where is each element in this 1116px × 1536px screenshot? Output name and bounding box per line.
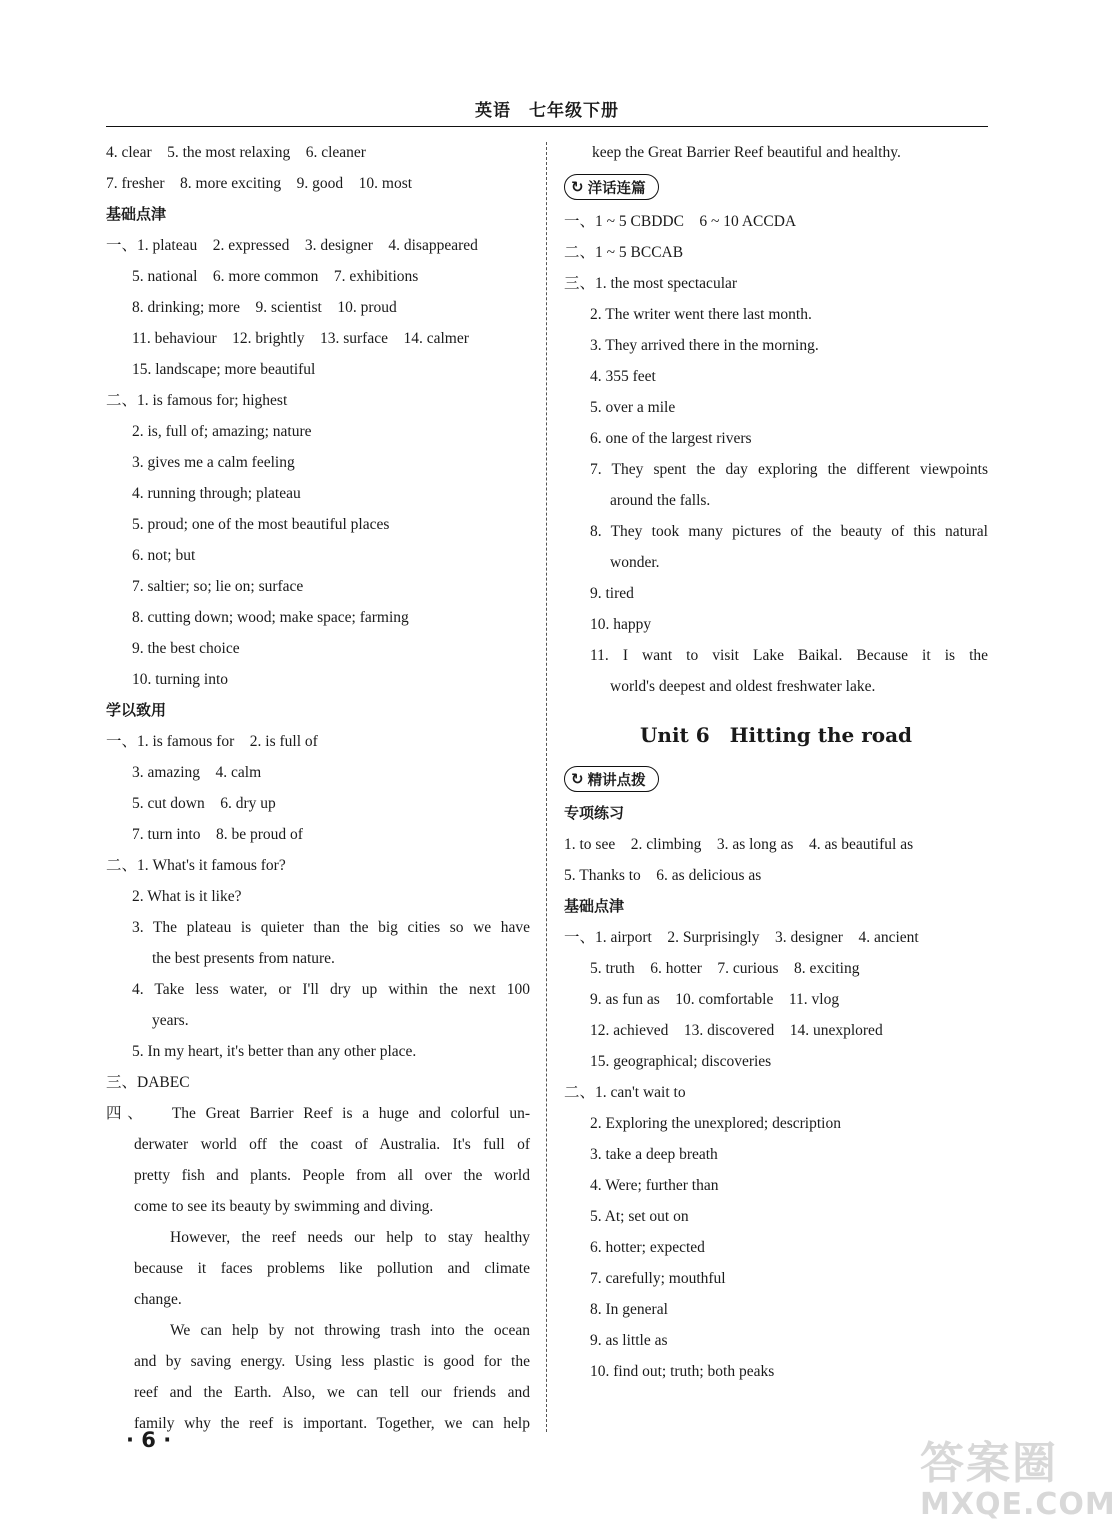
section-heading: 专项练习 bbox=[564, 804, 625, 822]
watermark-line2: MXQE.COM bbox=[920, 1487, 1116, 1522]
answer-line: because it faces problems like pollution and climate bbox=[134, 1260, 530, 1277]
answer-line: years. bbox=[152, 1012, 189, 1029]
answer-line: 6. not; but bbox=[132, 547, 196, 564]
answer-line: 5. cut down 6. dry up bbox=[132, 795, 276, 812]
header-rule bbox=[106, 126, 988, 127]
answer-line: 3. amazing 4. calm bbox=[132, 764, 262, 781]
answer-line: 一、1. airport 2. Surprisingly 3. designer 4. ancient bbox=[564, 929, 919, 946]
answer-line: 5. truth 6. hotter 7. curious 8. exciting bbox=[590, 960, 860, 977]
answer-line: 5. over a mile bbox=[590, 399, 676, 416]
section-heading: 基础点津 bbox=[564, 897, 625, 915]
answer-line: 10. find out; truth; both peaks bbox=[590, 1363, 775, 1380]
section-banner bbox=[564, 168, 988, 206]
column-divider bbox=[546, 142, 547, 1432]
answer-line: and by saving energy. Using less plastic is good for the bbox=[134, 1353, 530, 1370]
section-heading: 基础点津 bbox=[106, 205, 167, 223]
left-column bbox=[106, 137, 530, 1439]
answer-line: 3. They arrived there in the morning. bbox=[590, 337, 819, 354]
right-column bbox=[564, 137, 988, 1387]
swirl-icon: ↻ bbox=[571, 770, 584, 788]
answer-line: 2. Exploring the unexplored; description bbox=[590, 1115, 841, 1132]
answer-line: However, the reef needs our help to stay healthy bbox=[170, 1229, 530, 1246]
answer-line: 15. landscape; more beautiful bbox=[132, 361, 316, 378]
answer-line: 2. What is it like? bbox=[132, 888, 242, 905]
answer-line: 3. The plateau is quieter than the big cities so we have bbox=[132, 919, 530, 936]
answer-line: wonder. bbox=[610, 554, 660, 571]
answer-line: 二、1. is famous for; highest bbox=[106, 392, 288, 409]
answer-line: 8. In general bbox=[590, 1301, 668, 1318]
answer-line: 四、 The Great Barrier Reef is a huge and colorful un- bbox=[106, 1105, 530, 1122]
watermark bbox=[920, 1438, 1116, 1530]
answer-line: 2. is, full of; amazing; nature bbox=[132, 423, 312, 440]
answer-line: 7. carefully; mouthful bbox=[590, 1270, 726, 1287]
answer-line: 9. as little as bbox=[590, 1332, 668, 1349]
answer-line: 5. national 6. more common 7. exhibitions bbox=[132, 268, 419, 285]
answer-line: 6. hotter; expected bbox=[590, 1239, 705, 1256]
answer-line: reef and the Earth. Also, we can tell our friends and bbox=[134, 1384, 530, 1401]
answer-line: come to see its beauty by swimming and diving. bbox=[134, 1198, 434, 1215]
answer-line: 10. turning into bbox=[132, 671, 229, 688]
answer-line: 7. They spent the day exploring the different viewpoints bbox=[590, 461, 988, 478]
answer-line: 11. behaviour 12. brightly 13. surface 14. calmer bbox=[132, 330, 469, 347]
answer-line: 2. The writer went there last month. bbox=[590, 306, 812, 323]
answer-line: We can help by not throwing trash into the ocean bbox=[170, 1322, 530, 1339]
answer-line: 5. Thanks to 6. as delicious as bbox=[564, 867, 762, 884]
answer-line: 二、1. can't wait to bbox=[564, 1084, 686, 1101]
section-badge-label: 精讲点拨 bbox=[587, 772, 646, 789]
answer-line: 7. saltier; so; lie on; surface bbox=[132, 578, 304, 595]
answer-line: 5. At; set out on bbox=[590, 1208, 689, 1225]
section-heading: 学以致用 bbox=[106, 701, 167, 719]
answer-line: derwater world off the coast of Australia. It's full of bbox=[134, 1136, 530, 1153]
answer-line: 三、DABEC bbox=[106, 1074, 190, 1091]
answer-line: 8. drinking; more 9. scientist 10. proud bbox=[132, 299, 397, 316]
answer-line: 15. geographical; discoveries bbox=[590, 1053, 772, 1070]
swirl-icon: ↻ bbox=[571, 178, 584, 196]
section-badge-label: 洋话连篇 bbox=[587, 180, 646, 197]
answer-line: 三、1. the most spectacular bbox=[564, 275, 738, 292]
answer-line: 5. proud; one of the most beautiful places bbox=[132, 516, 390, 533]
answer-line: 4. Take less water, or I'll dry up within the next 100 bbox=[132, 981, 530, 998]
answer-line: pretty fish and plants. People from all over the world bbox=[134, 1167, 530, 1184]
answer-line: 9. the best choice bbox=[132, 640, 240, 657]
answer-line: 二、1 ~ 5 BCCAB bbox=[564, 244, 684, 261]
answer-line: 7. fresher 8. more exciting 9. good 10. most bbox=[106, 175, 413, 192]
page-header: 英语 七年级下册 bbox=[475, 101, 619, 121]
answer-line: 8. They took many pictures of the beauty of this natural bbox=[590, 523, 988, 540]
answer-line: the best presents from nature. bbox=[152, 950, 335, 967]
unit-title: Unit 6 Hitting the road bbox=[639, 723, 913, 747]
answer-line: 1. to see 2. climbing 3. as long as 4. as beautiful as bbox=[564, 836, 914, 853]
answer-line: 4. 355 feet bbox=[590, 368, 656, 385]
page-number: · 6 · bbox=[126, 1428, 172, 1452]
section-badge bbox=[564, 766, 659, 792]
answer-line: 3. take a deep breath bbox=[590, 1146, 718, 1163]
answer-line: 4. running through; plateau bbox=[132, 485, 301, 502]
answer-line: 4. Were; further than bbox=[590, 1177, 719, 1194]
answer-line: 12. achieved 13. discovered 14. unexplored bbox=[590, 1022, 883, 1039]
section-badge bbox=[564, 174, 659, 200]
answer-line: family why the reef is important. Together, we can help bbox=[134, 1415, 530, 1432]
answer-line: 6. one of the largest rivers bbox=[590, 430, 752, 447]
answer-line: 8. cutting down; wood; make space; farming bbox=[132, 609, 409, 626]
answer-line: 一、1. is famous for 2. is full of bbox=[106, 733, 318, 750]
answer-line: 4. clear 5. the most relaxing 6. cleaner bbox=[106, 144, 366, 161]
watermark-line1: 答案圈 bbox=[920, 1438, 1058, 1489]
answer-line: world's deepest and oldest freshwater lake. bbox=[610, 678, 876, 695]
answer-line: keep the Great Barrier Reef beautiful and healthy. bbox=[592, 144, 901, 161]
answer-line: 二、1. What's it famous for? bbox=[106, 857, 286, 874]
answer-line: 3. gives me a calm feeling bbox=[132, 454, 295, 471]
answer-line: around the falls. bbox=[610, 492, 711, 509]
answer-line: 5. In my heart, it's better than any other place. bbox=[132, 1043, 417, 1060]
answer-line: 一、1 ~ 5 CBDDC 6 ~ 10 ACCDA bbox=[564, 213, 797, 230]
answer-line: change. bbox=[134, 1291, 182, 1308]
answer-line: 7. turn into 8. be proud of bbox=[132, 826, 303, 843]
answer-line: 9. tired bbox=[590, 585, 634, 602]
answer-line: 9. as fun as 10. comfortable 11. vlog bbox=[590, 991, 840, 1008]
section-banner bbox=[564, 760, 988, 798]
answer-line: 一、1. plateau 2. expressed 3. designer 4. disappeared bbox=[106, 237, 478, 254]
answer-line: 11. I want to visit Lake Baikal. Because it is the bbox=[590, 647, 988, 664]
answer-line: 10. happy bbox=[590, 616, 652, 633]
